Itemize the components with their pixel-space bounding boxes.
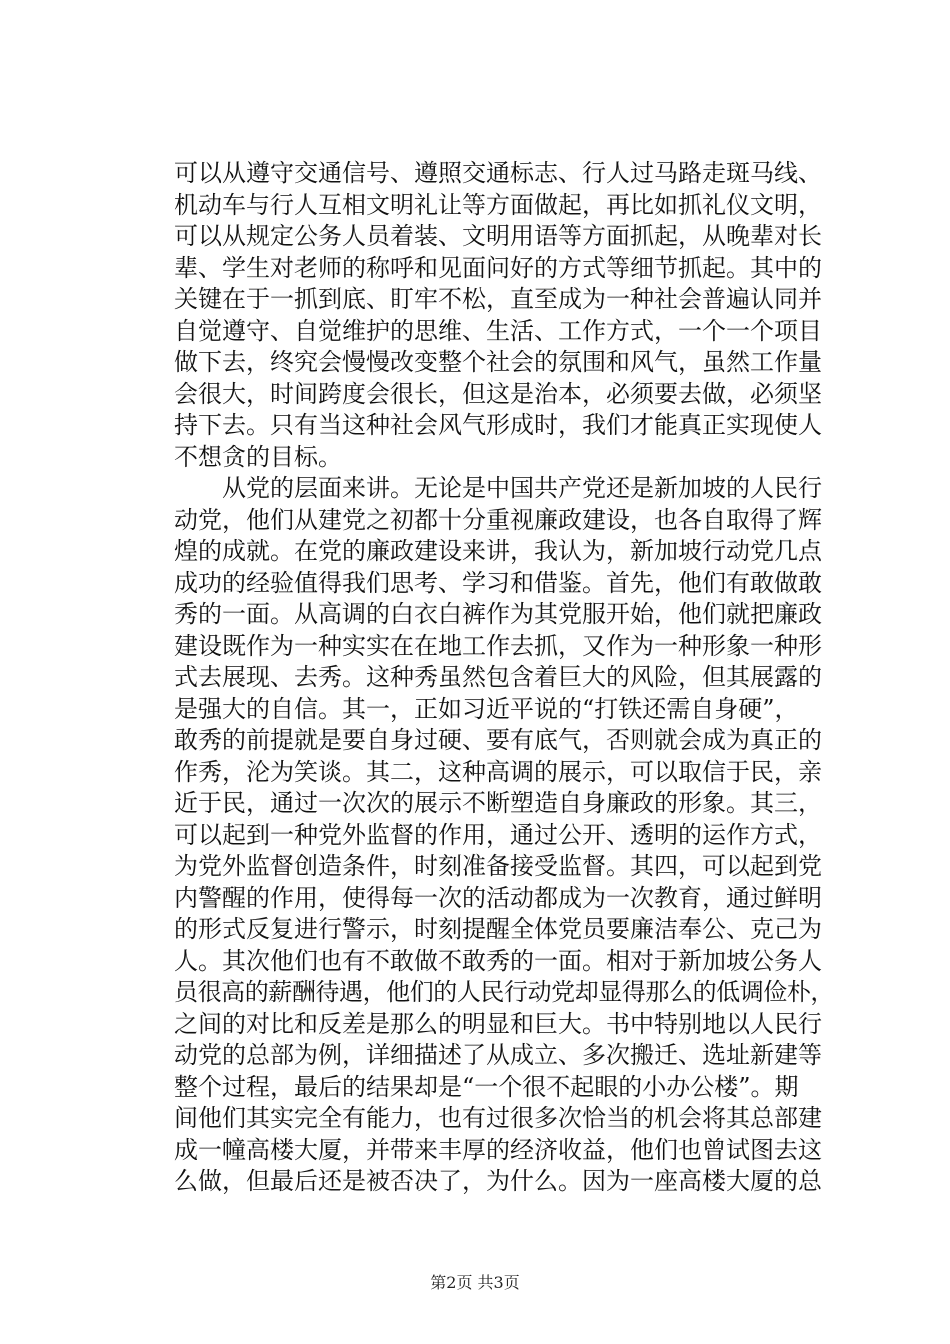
text-line: 可以从规定公务人员着装、文明用语等方面抓起，从晚辈对长 xyxy=(174,222,822,250)
text-line: 会很大，时间跨度会很长，但这是治本，必须要去做，必须坚 xyxy=(174,379,822,408)
text-line: 式去展现、去秀。这种秀虽然包含着巨大的风险，但其展露的 xyxy=(174,663,822,691)
text-line: 自觉遵守、自觉维护的思维、生活、工作方式，一个一个项目 xyxy=(174,316,822,345)
text-line: 之间的对比和反差是那么的明显和巨大。书中特别地以人民行 xyxy=(174,1009,822,1038)
document-body xyxy=(174,158,834,1198)
text-line: 可以起到一种党外监督的作用，通过公开、透明的运作方式， xyxy=(174,820,822,849)
text-line: 为党外监督创造条件，时刻准备接受监督。其四，可以起到党 xyxy=(174,852,822,880)
text-line: 么做，但最后还是被否决了，为什么。因为一座高楼大厦的总 xyxy=(174,1167,822,1195)
text-line: 动党，他们从建党之初都十分重视廉政建设，也各自取得了辉 xyxy=(174,505,822,534)
text-line: 是强大的自信。其一，正如习近平说的“打铁还需自身硬”， xyxy=(174,694,799,723)
text-line: 整个过程，最后的结果却是“一个很不起眼的小办公楼”。期 xyxy=(174,1072,799,1101)
text-line: 成功的经验值得我们思考、学习和借鉴。首先，他们有敢做敢 xyxy=(174,568,822,597)
text-line: 建设既作为一种实实在在地工作去抓，又作为一种形象一种形 xyxy=(174,631,822,660)
text-line: 机动车与行人互相文明礼让等方面做起，再比如抓礼仪文明， xyxy=(174,190,822,219)
text-line: 近于民，通过一次次的展示不断塑造自身廉政的形象。其三， xyxy=(174,789,822,817)
text-line: 的形式反复进行警示，时刻提醒全体党员要廉洁奉公、克己为 xyxy=(174,915,822,943)
text-line: 员很高的薪酬待遇，他们的人民行动党却显得那么的低调俭朴， xyxy=(174,978,834,1006)
page-footer: 第2页 共3页 xyxy=(430,1273,520,1292)
text-line: 不想贪的目标。 xyxy=(174,442,342,471)
text-line: 成一幢高楼大厦，并带来丰厚的经济收益，他们也曾试图去这 xyxy=(174,1135,822,1164)
text-line: 敢秀的前提就是要自身过硬、要有底气，否则就会成为真正的 xyxy=(174,726,822,754)
text-line: 内警醒的作用，使得每一次的活动都成为一次教育，通过鲜明 xyxy=(174,883,822,912)
text-line: 关键在于一抓到底、盯牢不松，直至成为一种社会普遍认同并 xyxy=(174,285,822,313)
text-line: 人。其次他们也有不敢做不敢秀的一面。相对于新加坡公务人 xyxy=(174,946,822,975)
text-line: 间他们其实完全有能力，也有过很多次恰当的机会将其总部建 xyxy=(174,1104,822,1132)
text-line: 从党的层面来讲。无论是中国共产党还是新加坡的人民行 xyxy=(174,474,822,502)
text-line: 秀的一面。从高调的白衣白裤作为其党服开始，他们就把廉政 xyxy=(174,600,822,628)
text-line: 煌的成就。在党的廉政建设来讲，我认为，新加坡行动党几点 xyxy=(174,537,822,565)
text-line: 动党的总部为例，详细描述了从成立、多次搬迁、选址新建等 xyxy=(174,1041,822,1069)
text-line: 作秀，沦为笑谈。其二，这种高调的展示，可以取信于民，亲 xyxy=(174,757,822,786)
text-line: 辈、学生对老师的称呼和见面问好的方式等细节抓起。其中的 xyxy=(174,253,822,282)
text-line: 持下去。只有当这种社会风气形成时，我们才能真正实现使人 xyxy=(174,411,822,439)
text-line: 做下去，终究会慢慢改变整个社会的氛围和风气，虽然工作量 xyxy=(174,348,822,376)
text-line: 可以从遵守交通信号、遵照交通标志、行人过马路走斑马线、 xyxy=(174,159,822,187)
